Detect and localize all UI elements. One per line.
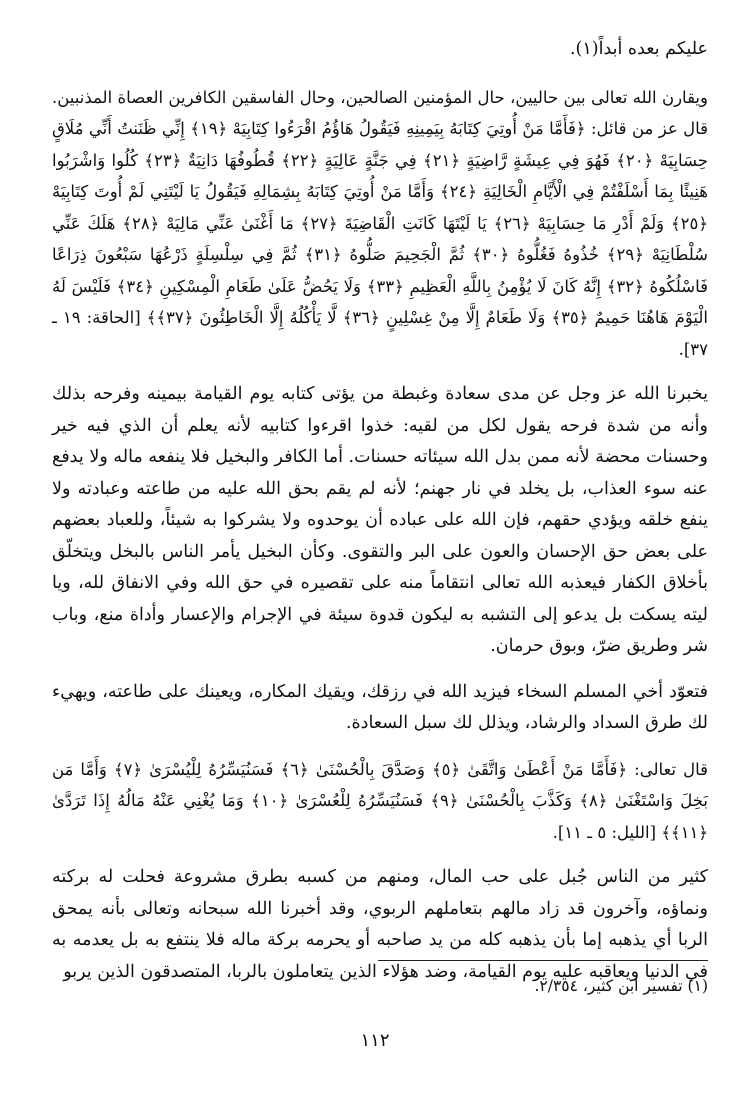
paragraph-1: عليكم بعده أبداً(١).	[569, 39, 708, 59]
footnote: (١) تفسير ابن كثير، ٢/٣٥٤.	[534, 977, 708, 995]
paragraph-3: يخبرنا الله عز وجل عن مدى سعادة وغبطة من يؤتى كتابه يوم القيامة بيمينه وفرحه بذلك وأنه من شدة فرحه يقول لكل من لقيه: خذوا اقرءوا كتابيه لأنه يعلم أن الذي فيه خير وحسنات محضة لأنه ممن بدل الله سيئاته حسنات. أما الكافر والبخيل فلا ينفعه ماله ولا يدفع عنه سوء العذاب، بل يخلد في نار جهنم؛ لأنه لم يقم بحق الله عليه من طاعته وعبادته ولا ينفع خلقه ويؤدي حقهم، فإن الله على عباده أن يوحدوه ولا يشركوا به شيئاً، وللعباد بعضهم على بعض حق الإحسان والعون على البر والتقوى. وكأن البخيل يأمر الناس بالبخل ويتخلّق بأخلاق الكفار فيعذبه الله تعالى انتقاماً منه على تقصيره في حق الله وفي الانفاق لله، ويا ليته يسكت بل يدعو إلى التشبه به ليكون قدوة سيئة في الإجرام والإعسار وأداة منع، وباب شر وطريق ضرّ، وبوق حرمان.	[52, 384, 708, 656]
paragraph-6: كثير من الناس جُبل على حب المال، ومنهم من كسبه بطرق مشروعة فحلت له بركته ونماؤه، وآخرون قد زاد مالهم بتعاملهم الربوي، وقد أخبرنا الله سبحانه وتعالى بأنه يمحق الربا أي يذهبه إما بأن يذهبه كله من يد صاحبه أو يحرمه بركة ماله فلا ينتفع به بل يعدمه به في الدنيا ويعاقبه عليه يوم القيامة، وضد هؤلاء الذين يتعاملون بالربا، المتصدقون الذين يربو	[52, 867, 708, 982]
page-number: ١١٢	[360, 1030, 390, 1051]
paragraph-2-quran-alhaqqah: ويقارن الله تعالى بين حاليين، حال المؤمنين الصالحين، وحال الفاسقين الكافرين العصاة المذنبين. قال عز من قائل: ﴿فَأَمَّا مَنْ أُوتِيَ كِتَابَهُ بِيَمِينِهِ فَيَقُولُ هَاؤُمُ اقْرَءُوا كِتَابِيَهْ ﴿١٩﴾ إِنِّي ظَنَنتُ أَنِّي مُلَاقٍ حِسَابِيَهْ ﴿٢٠﴾ فَهُوَ فِي عِيشَةٍ رَّاضِيَةٍ ﴿٢١﴾ فِي جَنَّةٍ عَالِيَةٍ ﴿٢٢﴾ قُطُوفُهَا دَانِيَةٌ ﴿٢٣﴾ كُلُوا وَاشْرَبُوا هَنِيئًا بِمَا أَسْلَفْتُمْ فِي الْأَيَّامِ الْخَالِيَةِ ﴿٢٤﴾ وَأَمَّا مَنْ أُوتِيَ كِتَابَهُ بِشِمَالِهِ فَيَقُولُ يَا لَيْتَنِي لَمْ أُوتَ كِتَابِيَهْ ﴿٢٥﴾ وَلَمْ أَدْرِ مَا حِسَابِيَهْ ﴿٢٦﴾ يَا لَيْتَهَا كَانَتِ الْقَاضِيَةَ ﴿٢٧﴾ مَا أَغْنَىٰ عَنِّي مَالِيَهْ ﴿٢٨﴾ هَلَكَ عَنِّي سُلْطَانِيَهْ ﴿٢٩﴾ خُذُوهُ فَغُلُّوهُ ﴿٣٠﴾ ثُمَّ الْجَحِيمَ صَلُّوهُ ﴿٣١﴾ ثُمَّ فِي سِلْسِلَةٍ ذَرْعُهَا سَبْعُونَ ذِرَاعًا فَاسْلُكُوهُ ﴿٣٢﴾ إِنَّهُ كَانَ لَا يُؤْمِنُ بِاللَّهِ الْعَظِيمِ ﴿٣٣﴾ وَلَا يَحُضُّ عَلَىٰ طَعَامِ الْمِسْكِينِ ﴿٣٤﴾ فَلَيْسَ لَهُ الْيَوْمَ هَاهُنَا حَمِيمٌ ﴿٣٥﴾ وَلَا طَعَامٌ إِلَّا مِنْ غِسْلِينٍ ﴿٣٦﴾ لَّا يَأْكُلُهُ إِلَّا الْخَاطِئُونَ ﴿٣٧﴾﴾ [الحاقة: ١٩ ـ ٣٧].	[52, 87, 709, 359]
main-text	[52, 34, 708, 1002]
footnote-divider	[378, 960, 708, 961]
paragraph-5-quran-allayl: قال تعالى: ﴿فَأَمَّا مَنْ أَعْطَىٰ وَاتَّقَىٰ ﴿٥﴾ وَصَدَّقَ بِالْحُسْنَىٰ ﴿٦﴾ فَسَنُيَسِّرُهُ لِلْيُسْرَىٰ ﴿٧﴾ وَأَمَّا مَن بَخِلَ وَاسْتَغْنَىٰ ﴿٨﴾ وَكَذَّبَ بِالْحُسْنَىٰ ﴿٩﴾ فَسَنُيَسِّرُهُ لِلْعُسْرَىٰ ﴿١٠﴾ وَمَا يُغْنِي عَنْهُ مَالُهُ إِذَا تَرَدَّىٰ ﴿١١﴾﴾ [الليل: ٥ ـ ١١].	[52, 759, 709, 842]
paragraph-4: فتعوّد أخي المسلم السخاء فيزيد الله في رزقك، ويقيك المكاره، ويعينك على طاعته، ويهيء لك طرق السداد والرشاد، ويذلل لك سبل السعادة.	[52, 681, 708, 733]
